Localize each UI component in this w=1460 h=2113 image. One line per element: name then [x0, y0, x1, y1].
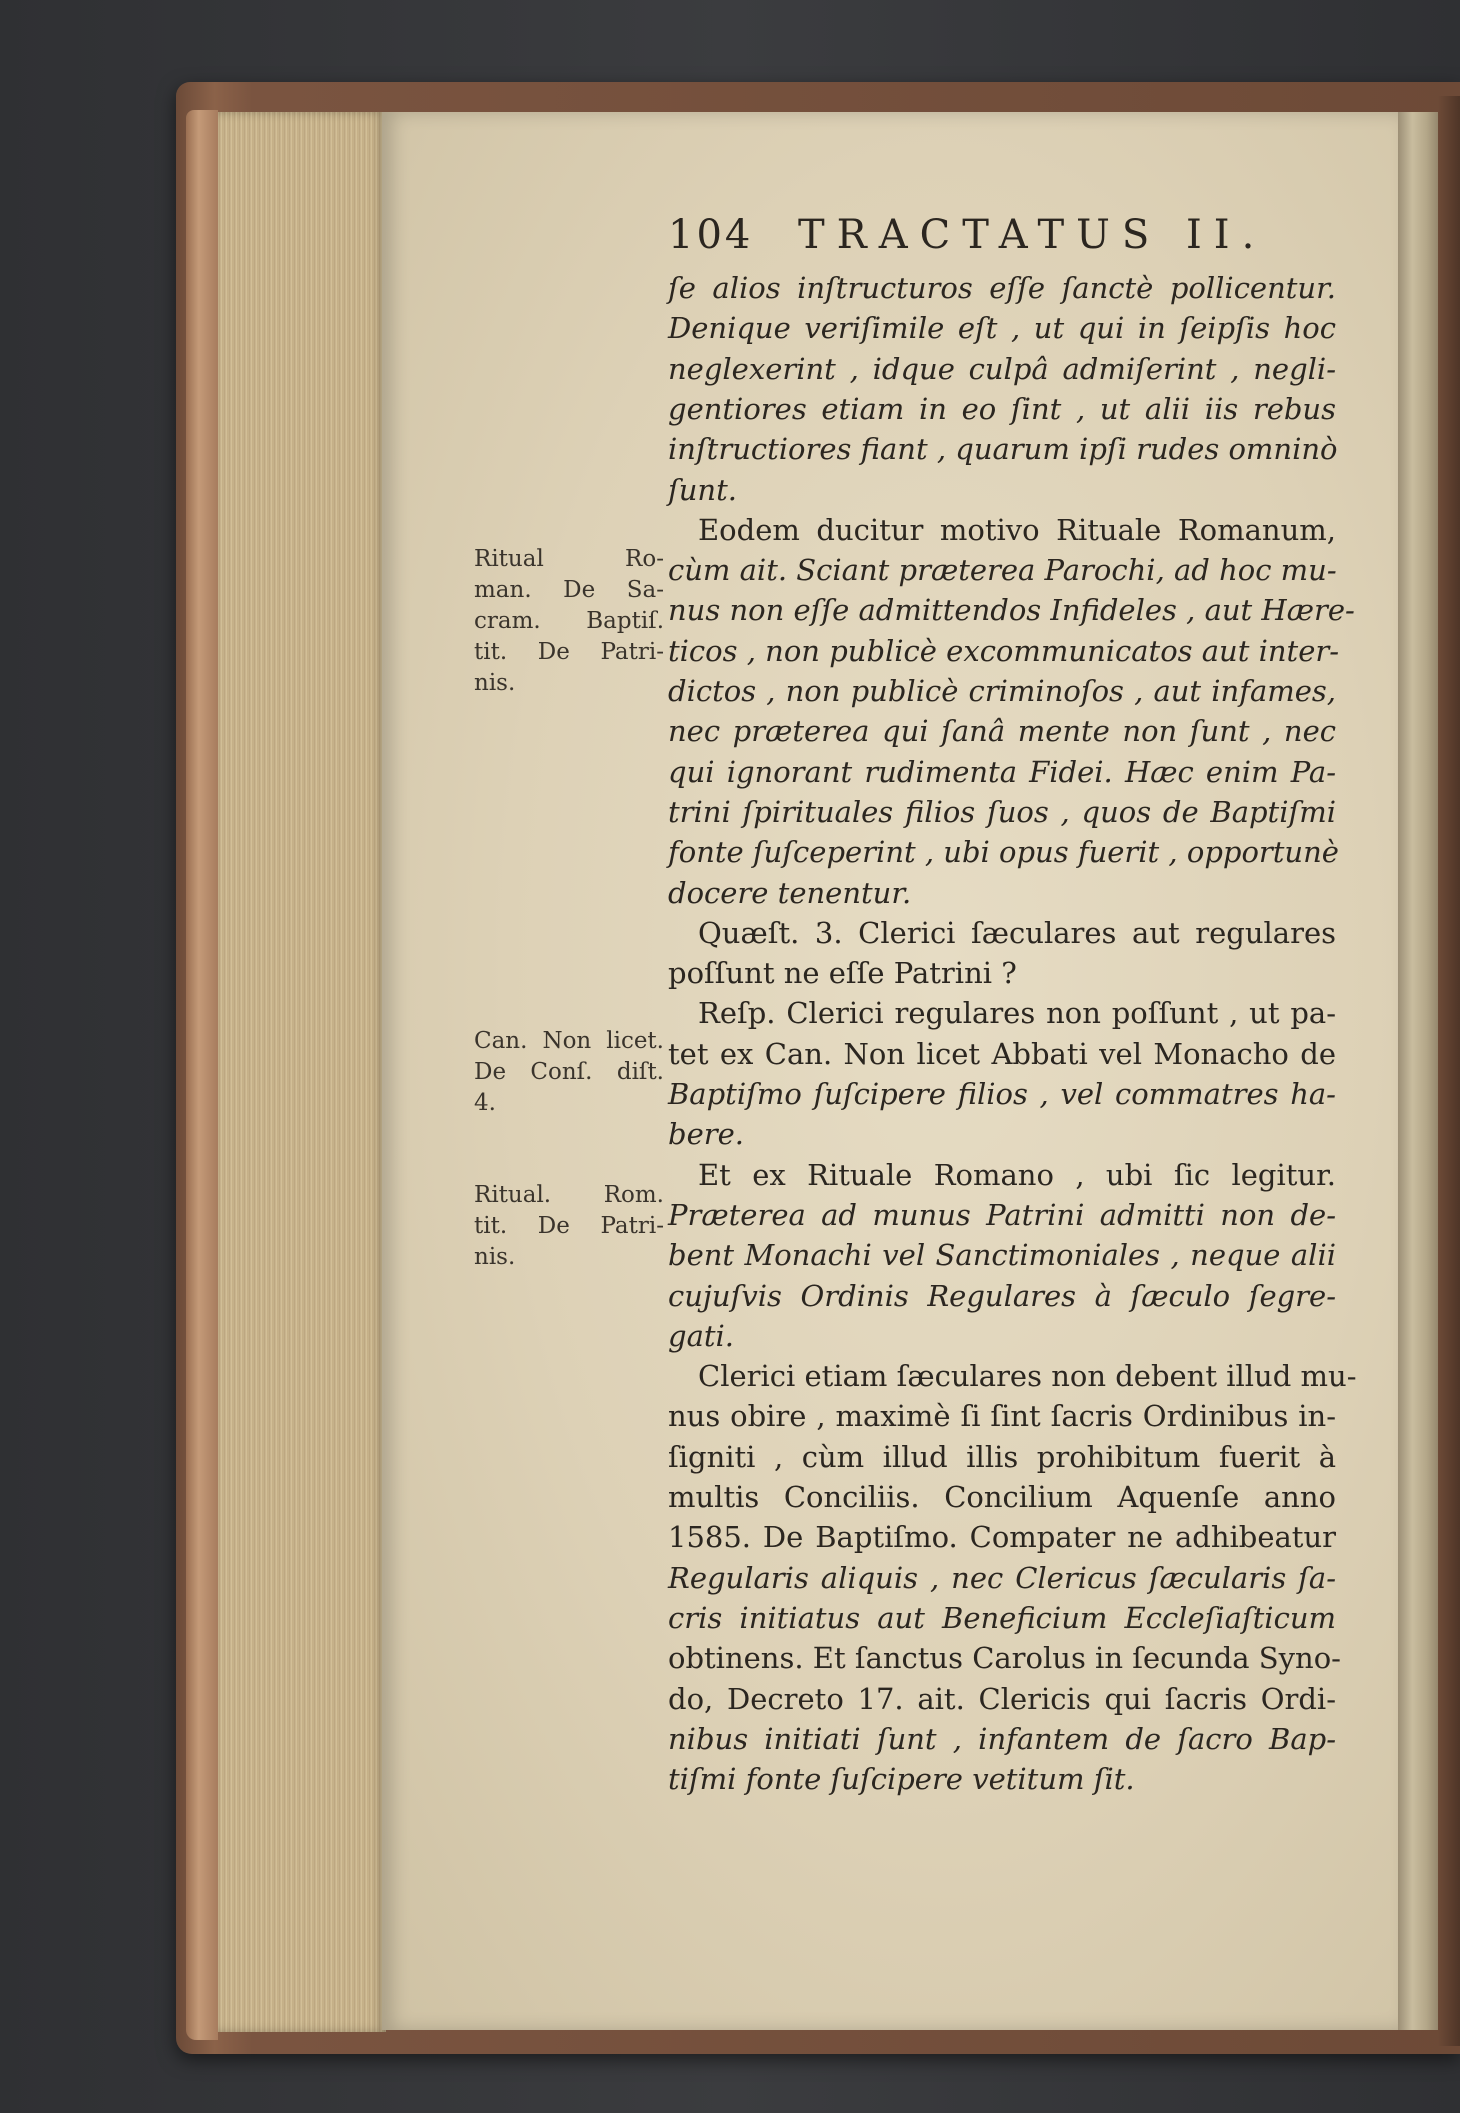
text-line: qui ignorant rudimenta Fidei. Hæc enim Pa-: [668, 754, 1336, 789]
text-line: bent Monachi vel Sanctimoniales , neque alii: [668, 1238, 1336, 1273]
margin-note-line: cram. Baptiſ.: [474, 608, 664, 634]
text-line: inſtructiores fiant , quarum ipſi rudes omninò: [668, 432, 1338, 467]
text-line: cùm ait. Sciant præterea Parochi, ad hoc mu-: [668, 553, 1337, 588]
text-line: nibus initiati ſunt , infantem de ſacro Bap-: [668, 1721, 1336, 1756]
text-line: poſſunt ne eſſe Patrini ?: [668, 956, 1017, 991]
margin-note: [474, 544, 664, 699]
margin-note-line: Ritual. Rom.: [474, 1182, 664, 1208]
text-line: bere.: [668, 1117, 744, 1152]
text-line: Præterea ad munus Patrini admitti non de-: [668, 1197, 1336, 1232]
text-line: obtinens. Et ſanctus Carolus in ſecunda Syno-: [668, 1641, 1341, 1676]
text-line: gentiores etiam in eo ſint , ut alii iis rebus: [668, 391, 1336, 426]
text-line: cujuſvis Ordinis Regulares à ſæculo ſegre-: [668, 1278, 1336, 1313]
text-line: gati.: [668, 1318, 735, 1353]
margin-note-line: nis.: [474, 670, 516, 696]
margin-note: [474, 1180, 664, 1273]
text-line: tet ex Can. Non licet Abbati vel Monacho de: [668, 1036, 1336, 1071]
text-line: Denique veriſimile eſt , ut qui in ſeipſis hoc: [668, 311, 1336, 346]
text-line: Eodem ducitur motivo Rituale Romanum,: [698, 512, 1336, 547]
text-line: trini ſpirituales filios ſuos , quos de Baptiſmi: [668, 794, 1336, 829]
text-line: fonte ſuſceperint , ubi opus fuerit , opportunè: [668, 835, 1339, 870]
text-line: nus obire , maximè ſi ſint ſacris Ordinibus in-: [668, 1399, 1336, 1434]
text-line: multis Conciliis. Concilium Aquenſe anno: [668, 1480, 1336, 1514]
text-line: docere tenentur.: [668, 875, 912, 910]
text-line: cris initiatus aut Beneficium Eccleſiaſticum: [668, 1600, 1336, 1635]
running-title: TRACTATUS II.: [798, 212, 1267, 258]
text-line: do, Decreto 17. ait. Clericis qui ſacris Ordi-: [668, 1681, 1336, 1716]
margin-note-line: nis.: [474, 1244, 516, 1270]
text-line: neglexerint , idque culpâ admiſerint , negli-: [668, 351, 1336, 386]
text-line: Regularis aliquis , nec Clericus ſæcularis ſa-: [668, 1560, 1336, 1595]
text-line: Et ex Rituale Romano , ubi ſic legitur.: [698, 1157, 1336, 1192]
text-line: ſigniti , cùm illud illis prohibitum fuerit à: [668, 1439, 1336, 1474]
text-line: ſunt.: [668, 472, 737, 507]
text-line: Clerici etiam ſæculares non debent illud mu-: [698, 1359, 1357, 1394]
page-header: [668, 212, 1288, 268]
text-line: dictos , non publicè criminoſos , aut infames,: [668, 674, 1336, 708]
margin-note-line: tit. De Patri-: [474, 639, 664, 665]
text-line: Baptiſmo ſuſcipere filios , vel commatres ha-: [668, 1077, 1336, 1111]
margin-note: [474, 1026, 664, 1119]
text-line: ſe alios inſtructuros eſſe ſanctè pollicentur.: [668, 271, 1336, 305]
text-line: 1585. De Baptiſmo. Compater ne adhibeatur: [668, 1520, 1336, 1555]
margin-note-line: 4.: [474, 1090, 496, 1116]
margin-note-line: De Conſ. diſt.: [474, 1059, 664, 1085]
text-line: Reſp. Clerici regulares non poſſunt , ut pa-: [698, 996, 1336, 1031]
text-line: Quæſt. 3. Clerici ſæculares aut regulares: [698, 915, 1336, 950]
margin-note-line: tit. De Patri-: [474, 1213, 664, 1239]
text-line: nec præterea qui ſanâ mente non ſunt , nec: [668, 714, 1336, 749]
margin-note-line: Can. Non licet.: [474, 1028, 664, 1054]
text-line: nus non eſſe admittendos Infideles , aut Hære-: [668, 593, 1355, 628]
text-line: tiſmi fonte ſuſcipere vetitum ſit.: [668, 1762, 1135, 1797]
text-line: ticos , non publicè excommunicatos aut inter-: [668, 633, 1340, 668]
page-number: 104: [668, 212, 754, 258]
margin-note-line: Ritual Ro-: [474, 546, 664, 572]
margin-note-line: man. De Sa-: [474, 577, 664, 603]
